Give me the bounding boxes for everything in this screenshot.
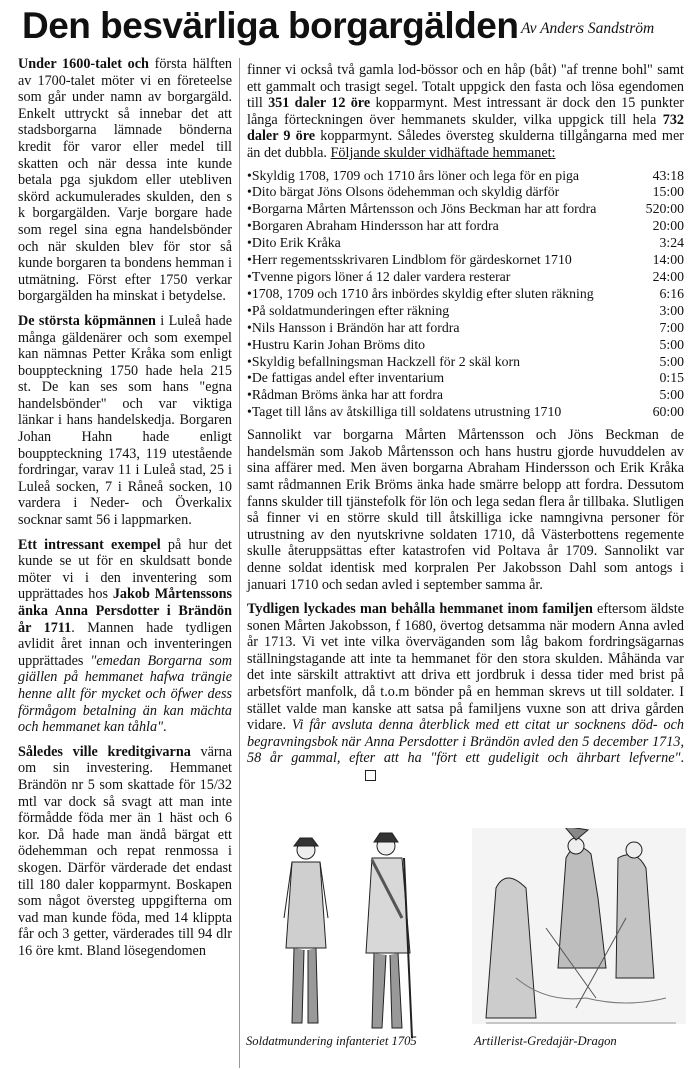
left-paragraph-2 — [18, 313, 232, 529]
body-text: första hälften av 1700-talet möter vi en företeelse som går under namn av borgargäld. Enkelt uttryckt så innebar det att stadsborgarna lämnade bönderna kredit för varor eller medel till skatten och när dessa inte kunde betala pga sjukdom eller utebliven skörd ackumulerades skulden, den s k borgargälden. Varje borgare hade som regel sina egna handelsbönder och när skulden blev för stor så kunde borgaren ta bondens hemman i utmätning. Först efter 1750 verkar borgargälden ha minskat i betydelse. — [18, 56, 232, 305]
quote: "emedan Borgarna som giällen på hemmanet hafwa trängie henne allt för mycket och öfwer dess förmågom betalning än kan mächta och hemmanet kan tåhla" — [18, 652, 232, 736]
body-text: finner vi också två gamla lod-bössor och en håp (båt) "af trenne bohl" samt ett gammalt och trasigt segel. Totalt uppgick den fasta och lösa egendomen till — [247, 62, 684, 112]
debt-item — [247, 168, 684, 185]
debt-amount: 20:00 — [652, 218, 684, 234]
article-byline: Av Anders Sandström — [521, 20, 655, 37]
left-column — [18, 56, 232, 959]
debt-item — [247, 337, 684, 354]
right-paragraph-2: Sannolikt var borgarna Mårten Mårtensson och Jöns Beckman de handelsmän som Jakob Mårtensson och hans hustru gjorde huvuddelen av sina affärer med. Men även borgarna Abraham Hindersson och Erik Kråka samt rådmannen Erik Bröms änka hade smärre belopp att fordra. Dessutom fanns skulder till tjänstefolk för lön och lega sedan flera år tillbaka. Slutligen så finner vi en större skuld till åtskilliga icke namngivna personer för utrustning av den nyutskrivne soldaten 1710, då Västerbottens regemente skulle återuppsättas efter katastrofen vid Poltava år 1709. Sannolikt var denne soldat identisk med korpralen Per Jakobsson Dahl som antogs i januari 1710 och sedan avled i september samma år. — [247, 427, 684, 593]
debt-item — [247, 354, 684, 371]
column-divider — [239, 58, 240, 1068]
debt-item — [247, 235, 684, 252]
artillery-dragoon-figures — [472, 828, 686, 1024]
debt-item — [247, 218, 684, 235]
lead-in: Under 1600-talet och — [18, 56, 149, 72]
debt-text: •Dito Erik Kråka — [247, 235, 341, 251]
debt-text: •1708, 1709 och 1710 års inbördes skyldig efter sluten räkning — [247, 285, 594, 301]
soldier-uniforms-illustration — [246, 828, 686, 1042]
caption-infantry: Soldatmundering infanteriet 1705 — [246, 1034, 417, 1048]
body-text: värna om sin investering. Hemmanet Brändön nr 5 som skattade för 15/32 mtl var dock så svagt att man inte förmådde föda mer än 1 häst och 6 kor. Då hade man ändå bärgat ett ödehemman och repat renmossa i skogen. Därför värderade det endast till 180 daler kopparmynt. Boskapen som något översteg uppgifterna om vad man kunde föda, med 14 klippta får och 3 getter, värderades till 94 dlr 16 öre kmt. Bland lösegendomen — [18, 743, 233, 959]
article-title: Den besvärliga borgargälden — [22, 5, 519, 46]
quote: Vi får avsluta denna återblick med ett citat ur socknens död- och begravningsbok när Anna Persdotter i Brändön avled den 5 december 1713, 58 år gammal, efter att ha "fört ett gudeligit och ährbart lefverne" — [247, 717, 685, 767]
debt-text: •Tvenne pigors löner á 12 daler vardera resterar — [247, 269, 511, 284]
lead-in: De största köpmännen — [18, 312, 156, 329]
lead-in: Således ville kreditgivarna — [18, 743, 191, 760]
bold-amount: 732 daler 9 öre — [247, 111, 684, 145]
debt-text: •Hustru Karin Johan Bröms dito — [247, 336, 426, 352]
bold-amount: 351 daler 12 öre — [268, 95, 371, 112]
body-text: . Mannen hade tydligen avlidit året innan och inventeringen upprättades — [18, 619, 232, 669]
debt-text: •På soldatmunderingen efter räkning — [247, 302, 450, 318]
right-paragraph-1 — [247, 62, 684, 162]
debt-amount: 14:00 — [652, 252, 684, 268]
left-paragraph-1 — [18, 56, 232, 305]
debt-amount: 24:00 — [652, 269, 684, 284]
body-text: . — [163, 719, 167, 736]
debt-item — [247, 184, 684, 201]
debt-list — [247, 168, 684, 422]
debt-amount: 15:00 — [652, 184, 684, 200]
debt-text: •Borgaren Abraham Hindersson har att fordra — [247, 218, 499, 234]
caption-artillery-dragoon: Artillerist-Gredajär-Dragon — [474, 1034, 617, 1048]
debt-text: •Dito bärgat Jöns Olsons ödehemman och skyldig därför — [247, 184, 560, 200]
debt-amount: 5:00 — [659, 353, 684, 369]
debt-item — [247, 387, 684, 404]
body-text: på hur det kunde se ut för en skuldsatt bonde möter vi i den inventering som upprättades hos — [18, 536, 232, 603]
debt-text: •Skyldig 1708, 1709 och 1710 års löner och lega för en piga — [247, 167, 580, 183]
debt-text: •Rådman Bröms änka har att fordra — [247, 387, 444, 403]
right-column — [247, 62, 684, 784]
debt-amount: 3:00 — [659, 302, 684, 318]
debt-item — [247, 252, 684, 269]
debt-amount: 43:18 — [652, 167, 684, 183]
debt-text: •Herr regementsskrivaren Lindblom för gärdeskornet 1710 — [247, 252, 572, 268]
debt-item — [247, 303, 684, 320]
debt-item — [247, 286, 684, 303]
debt-amount: 520:00 — [645, 201, 684, 217]
left-paragraph-3 — [18, 537, 232, 736]
debt-amount: 6:16 — [659, 285, 684, 301]
debt-amount: 5:00 — [659, 336, 684, 352]
debt-text: •Borgarna Mårten Mårtensson och Jöns Beckman har att fordra — [247, 201, 597, 217]
debt-amount: 0:15 — [659, 370, 684, 386]
body-text: kopparmynt. Mest intressant är dock den 15 punkter långa förteckningen över hemmanets skulder, vilka uppgick till hela — [247, 95, 684, 128]
end-mark-icon — [365, 770, 376, 781]
body-text: kopparmynt. Således översteg skulderna tillgångarna med mer än det dubbla. — [247, 128, 684, 161]
left-paragraph-4 — [18, 744, 232, 960]
debt-item — [247, 201, 684, 218]
infantry-uniform-figures — [284, 833, 412, 1038]
debt-item — [247, 320, 684, 337]
right-paragraph-3 — [247, 601, 684, 784]
lead-in: Tydligen lyckades man behålla hemmanet inom familjen — [247, 601, 593, 618]
debt-text: •Taget till låns av åtskilliga till soldatens utrustning 1710 — [247, 404, 562, 420]
debt-text: •Skyldig befallningsman Hackzell för 2 skäl korn — [247, 353, 521, 369]
debt-item — [247, 404, 684, 421]
lead-in: Ett intressant exempel — [18, 536, 161, 553]
debt-item — [247, 370, 684, 387]
list-intro: Följande skulder vidhäftade hemmanet: — [330, 144, 556, 161]
bold-phrase: Jakob Mårtenssons änka Anna Persdotter i Brändön år 1711 — [18, 586, 232, 636]
debt-text: •De fattigas andel efter inventarium — [247, 370, 445, 386]
body-text: i Luleå hade många gäldenärer och som exempel kan nämnas Petter Kråka som enligt bouppteckning 1750 hade hela 215 st. De kan ses som hans "egna handelsbönder" och var viktiga länkar i hans handelskedja. Borgaren Johan Hahn hade enligt bouppteckning 1743, 119 utestående fordringar, varav 11 i Luleå stad, 25 i Luleå socken, 7 i Råneå socken, 10 vardera i Neder- och Överkalix socknar samt 56 i lappmarken. — [18, 312, 232, 529]
body-text: . — [680, 750, 684, 767]
debt-amount: 7:00 — [659, 319, 684, 335]
debt-item — [247, 269, 684, 286]
debt-amount: 3:24 — [659, 235, 684, 251]
debt-amount: 60:00 — [652, 404, 684, 420]
debt-amount: 5:00 — [659, 387, 684, 403]
body-text: eftersom äldste sonen Mårten Jakobsson, f 1680, övertog detsamma när modern Anna avled år 1713. Vi vet inte vilka överväganden som låg bakom fordringsägarnas ställningstagande att inte ta hemmanet för den stora skulden. Måhända var det inte särskilt attraktivt att driva ett jordbruk i dessa tider med brist på arbetsfört manfolk, då t.o.m bönder på en hemman skrevs ut till soldater. I stället valde man kanske att satsa på familjens vuxne son att driva gården vidare. — [247, 601, 685, 734]
debt-text: •Nils Hansson i Brändön har att fordra — [247, 319, 460, 335]
